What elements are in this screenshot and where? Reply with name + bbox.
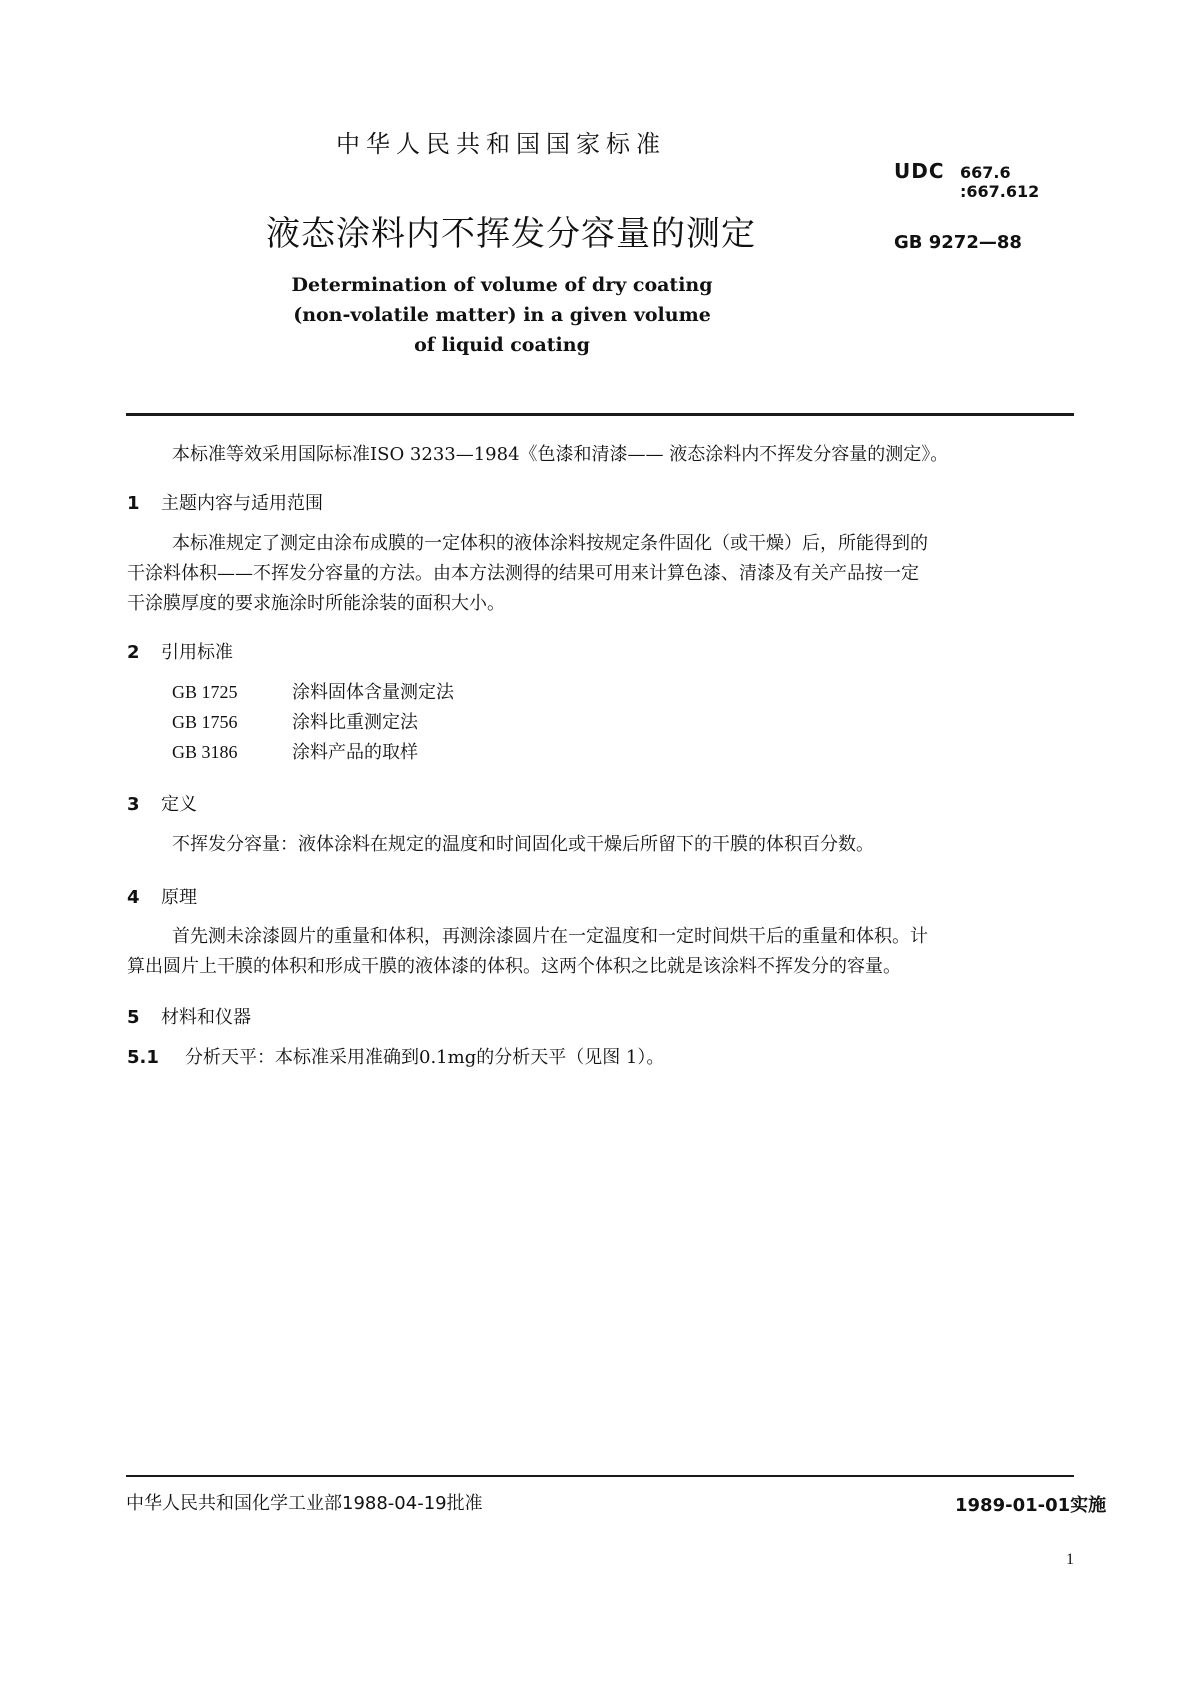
reference-code: GB 1756 <box>172 712 238 732</box>
title-english-line-2: (non-volatile matter) in a given volume <box>293 304 711 326</box>
standard-number: GB 9272—88 <box>894 232 1022 253</box>
section-4-line-1: 首先测未涂漆圆片的重量和体积，再测涂漆圆片在一定温度和一定时间烘干后的重量和体积。计 <box>172 926 928 947</box>
subsection-number: 5.1 <box>127 1047 159 1068</box>
page-number: 1 <box>1066 1551 1074 1568</box>
udc-code-primary: 667.6 <box>960 163 1011 182</box>
reference-item <box>172 738 418 764</box>
section-1-line-3: 干涂膜厚度的要求施涂时所能涂装的面积大小。 <box>127 593 505 614</box>
section-3-text: 不挥发分容量：液体涂料在规定的温度和时间固化或干燥后所留下的干膜的体积百分数。 <box>172 834 874 855</box>
section-1-line-2: 干涂料体积——不挥发分容量的方法。由本方法测得的结果可用来计算色漆、清漆及有关产品按一定 <box>127 563 919 584</box>
section-title: 原理 <box>161 887 197 908</box>
effective-date: 1989-01-01实施 <box>955 1495 1107 1516</box>
section-2-heading <box>127 638 233 664</box>
title-english-line-3: of liquid coating <box>414 334 590 356</box>
section-5-heading <box>127 1003 251 1029</box>
section-title: 引用标准 <box>161 642 233 663</box>
section-number: 3 <box>127 794 140 815</box>
reference-code: GB 1725 <box>172 682 238 702</box>
section-1-heading <box>127 489 323 515</box>
title-chinese: 液态涂料内不挥发分容量的测定 <box>266 214 756 254</box>
udc-label: UDC <box>894 159 945 183</box>
reference-item <box>172 678 454 704</box>
udc-code-secondary: :667.612 <box>960 182 1040 201</box>
approval-line: 中华人民共和国化学工业部1988-04-19批准 <box>126 1493 483 1514</box>
title-english-line-1: Determination of volume of dry coating <box>291 274 713 296</box>
subsection-5-1 <box>127 1043 664 1069</box>
title-english <box>256 270 748 360</box>
intro-paragraph: 本标准等效采用国际标准ISO 3233—1984《色漆和清漆—— 液态涂料内不挥发分容量的测定》。 <box>172 444 949 465</box>
section-1-line-1: 本标准规定了测定由涂布成膜的一定体积的液体涂料按规定条件固化（或干燥）后，所能得到的 <box>172 533 928 554</box>
section-title: 定义 <box>161 794 197 815</box>
footer-divider <box>126 1475 1074 1477</box>
reference-name: 涂料固体含量测定法 <box>292 682 454 703</box>
section-number: 5 <box>127 1007 140 1028</box>
section-number: 4 <box>127 887 140 908</box>
section-number: 2 <box>127 642 140 663</box>
section-4-line-2: 算出圆片上干膜的体积和形成干膜的液体漆的体积。这两个体积之比就是该涂料不挥发分的容量。 <box>127 956 901 977</box>
header-divider <box>126 413 1074 416</box>
reference-name: 涂料比重测定法 <box>292 712 418 733</box>
reference-item <box>172 708 418 734</box>
section-4-heading <box>127 883 197 909</box>
reference-name: 涂料产品的取样 <box>292 742 418 763</box>
subsection-text: 分析天平：本标准采用准确到0.1mg的分析天平（见图 1）。 <box>185 1047 665 1068</box>
issuing-country: 中华人民共和国国家标准 <box>336 130 666 158</box>
section-title: 材料和仪器 <box>161 1007 251 1028</box>
section-3-heading <box>127 790 197 816</box>
section-title: 主题内容与适用范围 <box>161 493 323 514</box>
section-number: 1 <box>127 493 140 514</box>
reference-code: GB 3186 <box>172 742 238 762</box>
